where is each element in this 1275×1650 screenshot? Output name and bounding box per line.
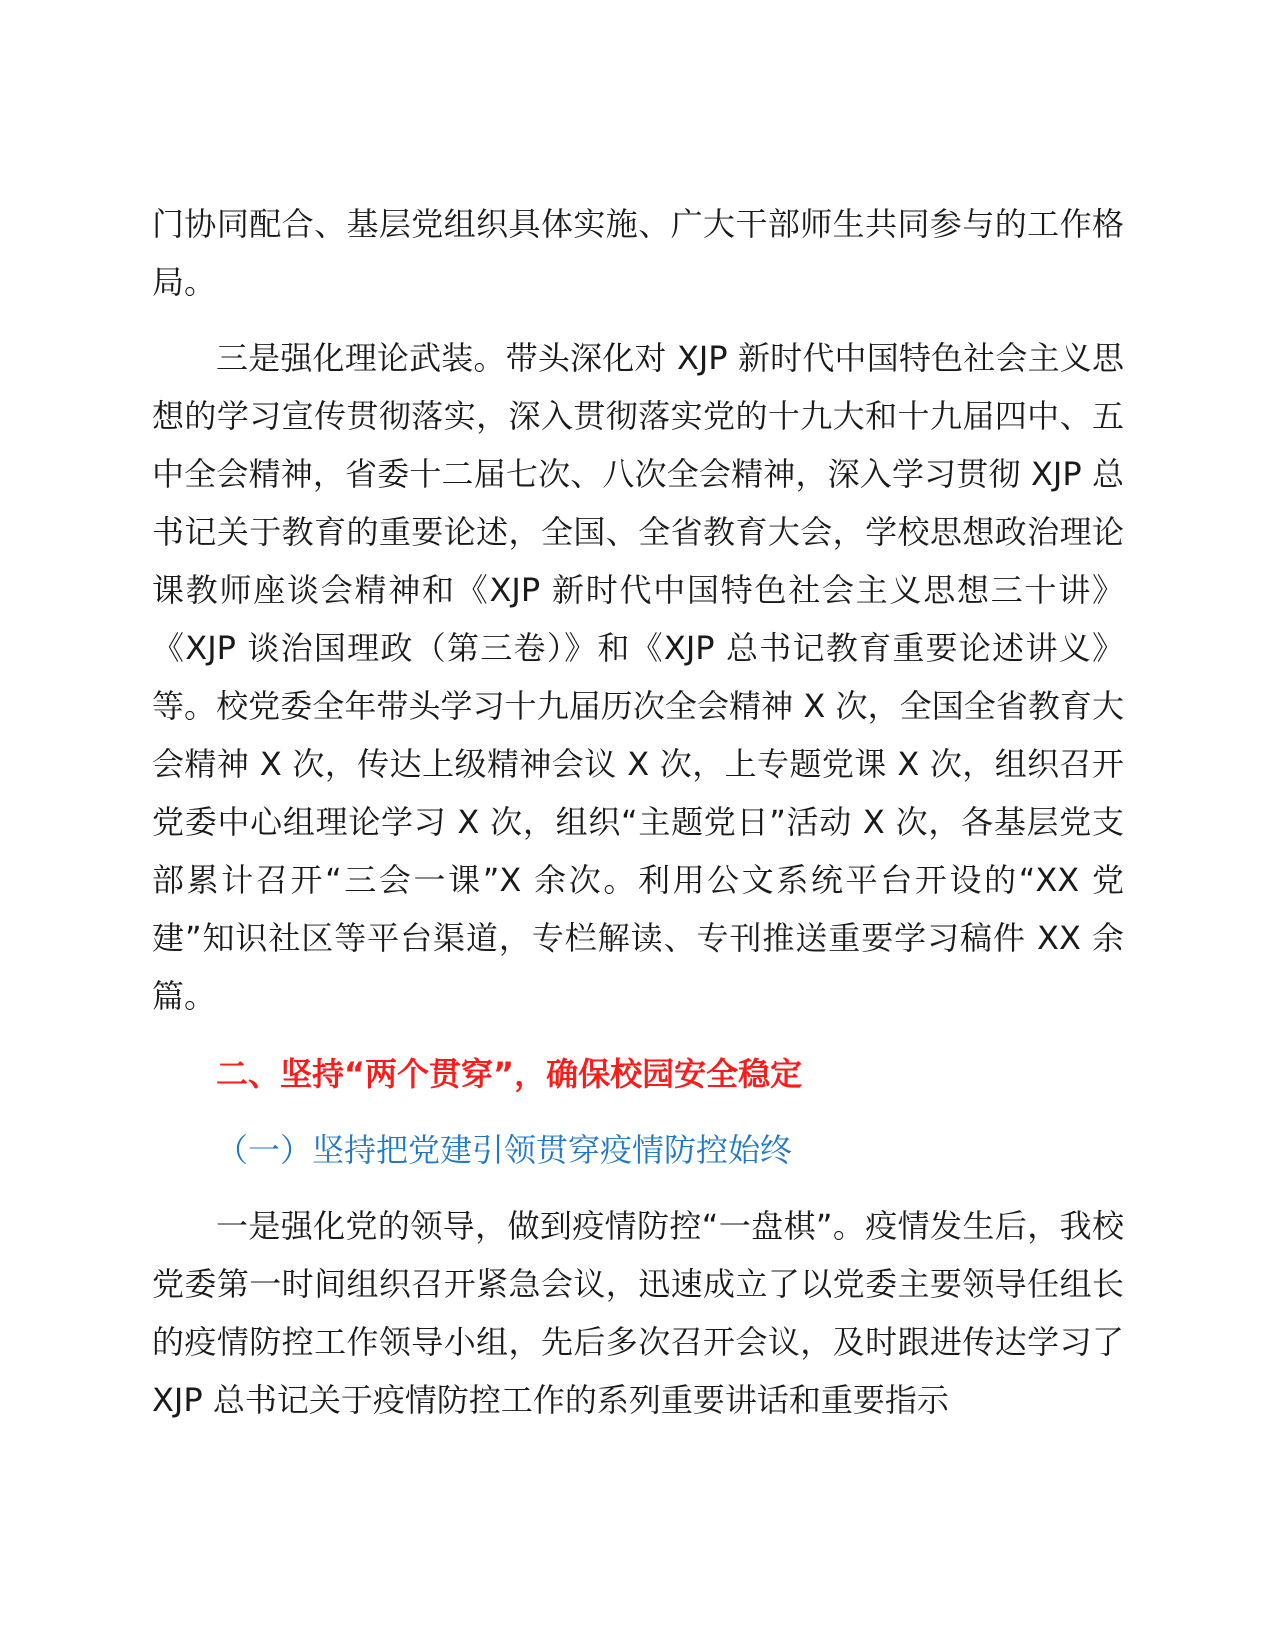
paragraph-party-leadership: 一是强化党的领导，做到疫情防控“一盘棋”。疫情发生后，我校党委第一时间组织召开紧急会议，迅速成立了以党委主要领导任组长的疫情防控工作领导小组，先后多次召开会议，及时跟进传达学习了 XJP 总书记关于疫情防控工作的系列重要讲话和重要指示 — [152, 1207, 1124, 1419]
subsection-heading-one: （一）坚持把党建引领贯穿疫情防控始终 — [216, 1131, 793, 1169]
document-body — [152, 195, 1124, 1429]
paragraph-theory-armament: 三是强化理论武装。带头深化对 XJP 新时代中国特色社会主义思想的学习宣传贯彻落实，深入贯彻落实党的十九大和十九届四中、五中全会精神，省委十二届七次、八次全会精神，深入学习贯彻 XJP 总书记关于教育的重要论述，全国、全省教育大会，学校思想政治理论课教师座谈会精神和《XJP 新时代中国特色社会主义思想三十讲》《XJP 谈治国理政（第三卷）》和《XJP 总书记教育重要论述讲义》等。校党委全年带头学习十九届历次全会精神 X 次，全国全省教育大会精神 X 次，传达上级精神会议 X 次，上专题党课 X 次，组织召开党委中心组理论学习 X 次，组织“主题党日”活动 X 次，各基层党支部累计召开“三会一课”X 余次。利用公文系统平台开设的“XX 党建”知识社区等平台渠道，专栏解读、专刊推送重要学习稿件 XX 余篇。 — [152, 339, 1124, 1015]
paragraph-work-pattern: 门协同配合、基层党组织具体实施、广大干部师生共同参与的工作格局。 — [152, 205, 1124, 301]
section-heading-two: 二、坚持“两个贯穿”，确保校园安全稳定 — [216, 1055, 803, 1093]
